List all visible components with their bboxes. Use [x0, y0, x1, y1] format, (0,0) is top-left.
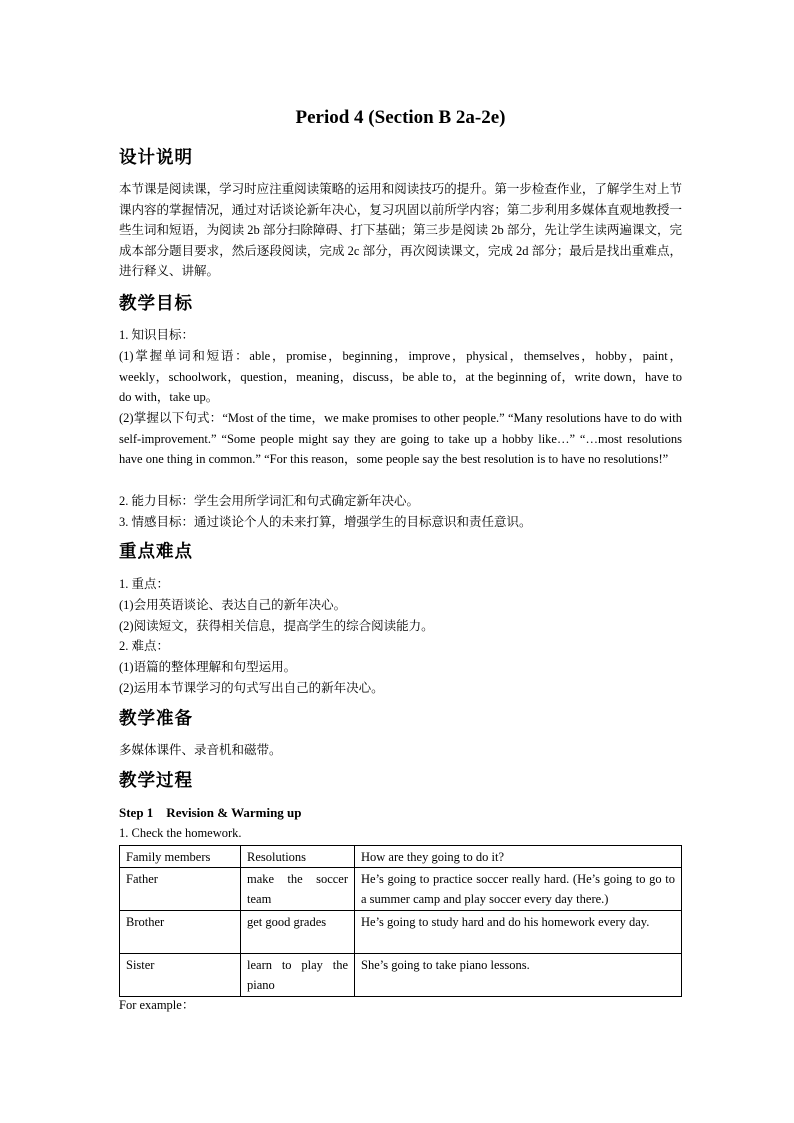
difficulty-item-1: (1)语篇的整体理解和句型运用。 [119, 660, 297, 674]
keypoints-heading: 重点难点 [119, 542, 193, 562]
table-cell: He’s going to practice soccer really hard. (He’s going to go to a summer camp and play soccer every day there.) [355, 868, 682, 911]
table-header-cell: How are they going to do it? [355, 846, 682, 868]
table-cell: get good grades [241, 911, 355, 954]
process-heading: 教学过程 [119, 771, 193, 791]
table-cell: Sister [120, 954, 241, 997]
table-header-cell: Resolutions [241, 846, 355, 868]
focus-item-1: (1)会用英语谈论、表达自己的新年决心。 [119, 598, 347, 612]
difficulty-item-2: (2)运用本节课学习的句式写出自己的新年决心。 [119, 681, 384, 695]
table-header-row [120, 846, 682, 868]
prep-heading: 教学准备 [119, 709, 193, 729]
design-heading: 设计说明 [119, 148, 193, 168]
difficulty-title: 2. 难点： [119, 639, 170, 653]
table-cell: learn to play the piano [241, 954, 355, 997]
table-header-cell: Family members [120, 846, 241, 868]
ability-goal: 2. 能力目标：学生会用所学词汇和句式确定新年决心。 [119, 494, 420, 508]
table-cell: She’s going to take piano lessons. [355, 954, 682, 997]
table-cell: He’s going to study hard and do his homework every day. [355, 911, 682, 954]
step1-heading: Step 1 Revision & Warming up [119, 805, 302, 820]
knowledge-goal-sentences: (2)掌握以下句式：“Most of the time，we make promises to other people.” “Many resolutions have to do with self-improvement.” “Some people might say they are going to take up a hobby like…” “…most resolutions have one thing in common.” “For this reason，some people say the best resolution is to have no resolutions!” [119, 411, 682, 467]
focus-title: 1. 重点： [119, 577, 170, 591]
table-cell: Father [120, 868, 241, 911]
table-row [120, 868, 682, 911]
table-cell: make the soccer team [241, 868, 355, 911]
page-title: Period 4 (Section B 2a-2e) [295, 107, 506, 128]
check-homework: 1. Check the homework. [119, 826, 242, 840]
design-paragraph: 本节课是阅读课，学习时应注重阅读策略的运用和阅读技巧的提升。第一步检查作业，了解学生对上节课内容的掌握情况，通过对话谈论新年决心，复习巩固以前所学内容；第二步利用多媒体直观地教授一些生词和短语，为阅读 2b 部分扫除障碍、打下基础；第三步是阅读 2b 部分，先让学生读两遍课文，完成本部分题目要求，然后逐段阅读，完成 2c 部分，再次阅读课文，完成 2d 部分；最后是找出重难点，进行释义、讲解。 [119, 182, 682, 279]
knowledge-goal-words: (1)掌握单词和短语：able，promise，beginning，improve，physical，themselves，hobby，paint，weekly，schoolwork，question，meaning，discuss，be able to，at the beginning of，write down，have to do with，take up。 [119, 349, 682, 405]
table-row [120, 954, 682, 997]
emotion-goal: 3. 情感目标：通过谈论个人的未来打算，增强学生的目标意识和责任意识。 [119, 515, 532, 529]
example-label: For example： [119, 998, 195, 1012]
resolutions-table [119, 845, 682, 997]
knowledge-goal-title: 1. 知识目标： [119, 328, 195, 342]
prep-text: 多媒体课件、录音机和磁带。 [119, 743, 282, 757]
table-row [120, 911, 682, 954]
table-cell: Brother [120, 911, 241, 954]
focus-item-2: (2)阅读短文，获得相关信息，提高学生的综合阅读能力。 [119, 619, 434, 633]
goals-heading: 教学目标 [119, 294, 193, 314]
